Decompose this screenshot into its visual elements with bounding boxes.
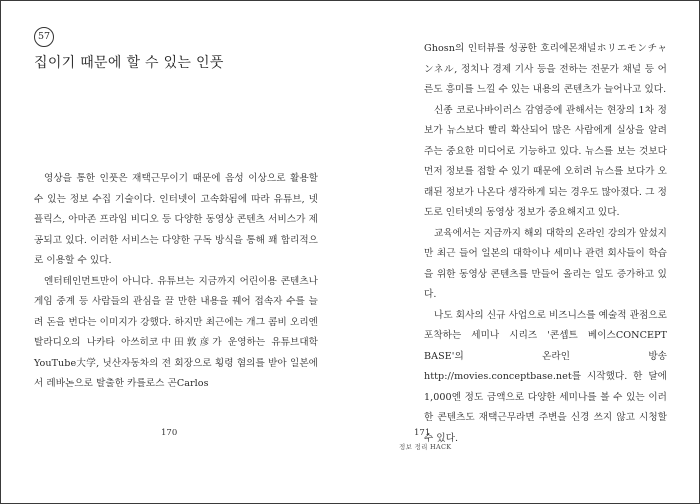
right-page: [350, 1, 699, 503]
paragraph: 교육에서는 지금까지 해외 대학의 온라인 강의가 앞섰지만 최근 들어 일본의 대학이나 세미나 관련 회사들이 학습을 위한 동영상 콘텐츠를 만들어 올리는 일도 증가하고 있다.: [424, 227, 667, 300]
left-page-body: [34, 169, 318, 395]
running-head: 정보 정리 HACK: [399, 443, 452, 451]
paragraph: 신종 코로나바이러스 감염증에 관해서는 현장의 1차 정보가 뉴스보다 빨리 확산되어 많은 사람에게 실상을 알려주는 중요한 미디어로 기능하고 있다. 뉴스를 보는 것보다 먼저 정보를 접할 수 있기 때문에 오히려 뉴스를 보다가 오래된 정보가 나온다 생각하게 되는 경우도 많아졌다. 그 정도로 인터넷의 동영상 정보가 중요해지고 있다.: [424, 104, 667, 218]
paragraph: Ghosn의 인터뷰를 성공한 호리에몬채널ホリエモンチャンネル, 정치나 경제 기사 등을 전하는 전문가 채널 등 어른도 흥미를 느낄 수 있는 내용의 콘텐츠가 늘어나고 있다.: [424, 43, 667, 95]
page-number-right: 171: [414, 428, 431, 438]
chapter-title: 집이기 때문에 할 수 있는 인풋: [34, 55, 224, 71]
left-page: [1, 1, 350, 503]
chapter-number-badge: 57: [34, 27, 54, 47]
paragraph: 엔터테인먼트만이 아니다. 유튜브는 지금까지 어린이용 콘텐츠나 게임 중계 등 사람들의 관심을 끌 만한 내용을 꿰어 접속자 수를 늘려 돈을 번다는 이미지가 강했다. 하지만 최근에는 개그 콤비 오리엔탈라디오의 나카타 아쓰히코中田敦彦가 운영하는 유튜브대학YouTube大学, 닛산자동차의 전 회장으로 횡령 혐의를 받아 일본에서 레바논으로 탈출한 카를로스 곤Carlos: [34, 275, 318, 389]
page-number-left: 170: [161, 428, 178, 438]
right-page-body: [424, 39, 667, 449]
paragraph: 나도 회사의 신규 사업으로 비즈니스를 예술적 관점으로 포착하는 세미나 시리즈 '콘셉트 베이스CONCEPT BASE'의 온라인 방송 http://movies.conceptbase.net를 시작했다. 한 달에 1,000엔 정도 금액으로 다양한 세미나를 볼 수 있는 이러한 콘텐츠도 재택근무라면 주변을 신경 쓰지 않고 시청할 수 있다.: [424, 309, 667, 444]
paragraph: 영상을 통한 인풋은 재택근무이기 때문에 음성 이상으로 활용할 수 있는 정보 수집 기술이다. 인터넷이 고속화됨에 따라 유튜브, 넷플릭스, 아마존 프라임 비디오 등 다양한 동영상 콘텐츠 서비스가 제공되고 있다. 이러한 서비스는 다양한 구독 방식을 통해 꽤 합리적으로 이용할 수 있다.: [34, 173, 318, 266]
